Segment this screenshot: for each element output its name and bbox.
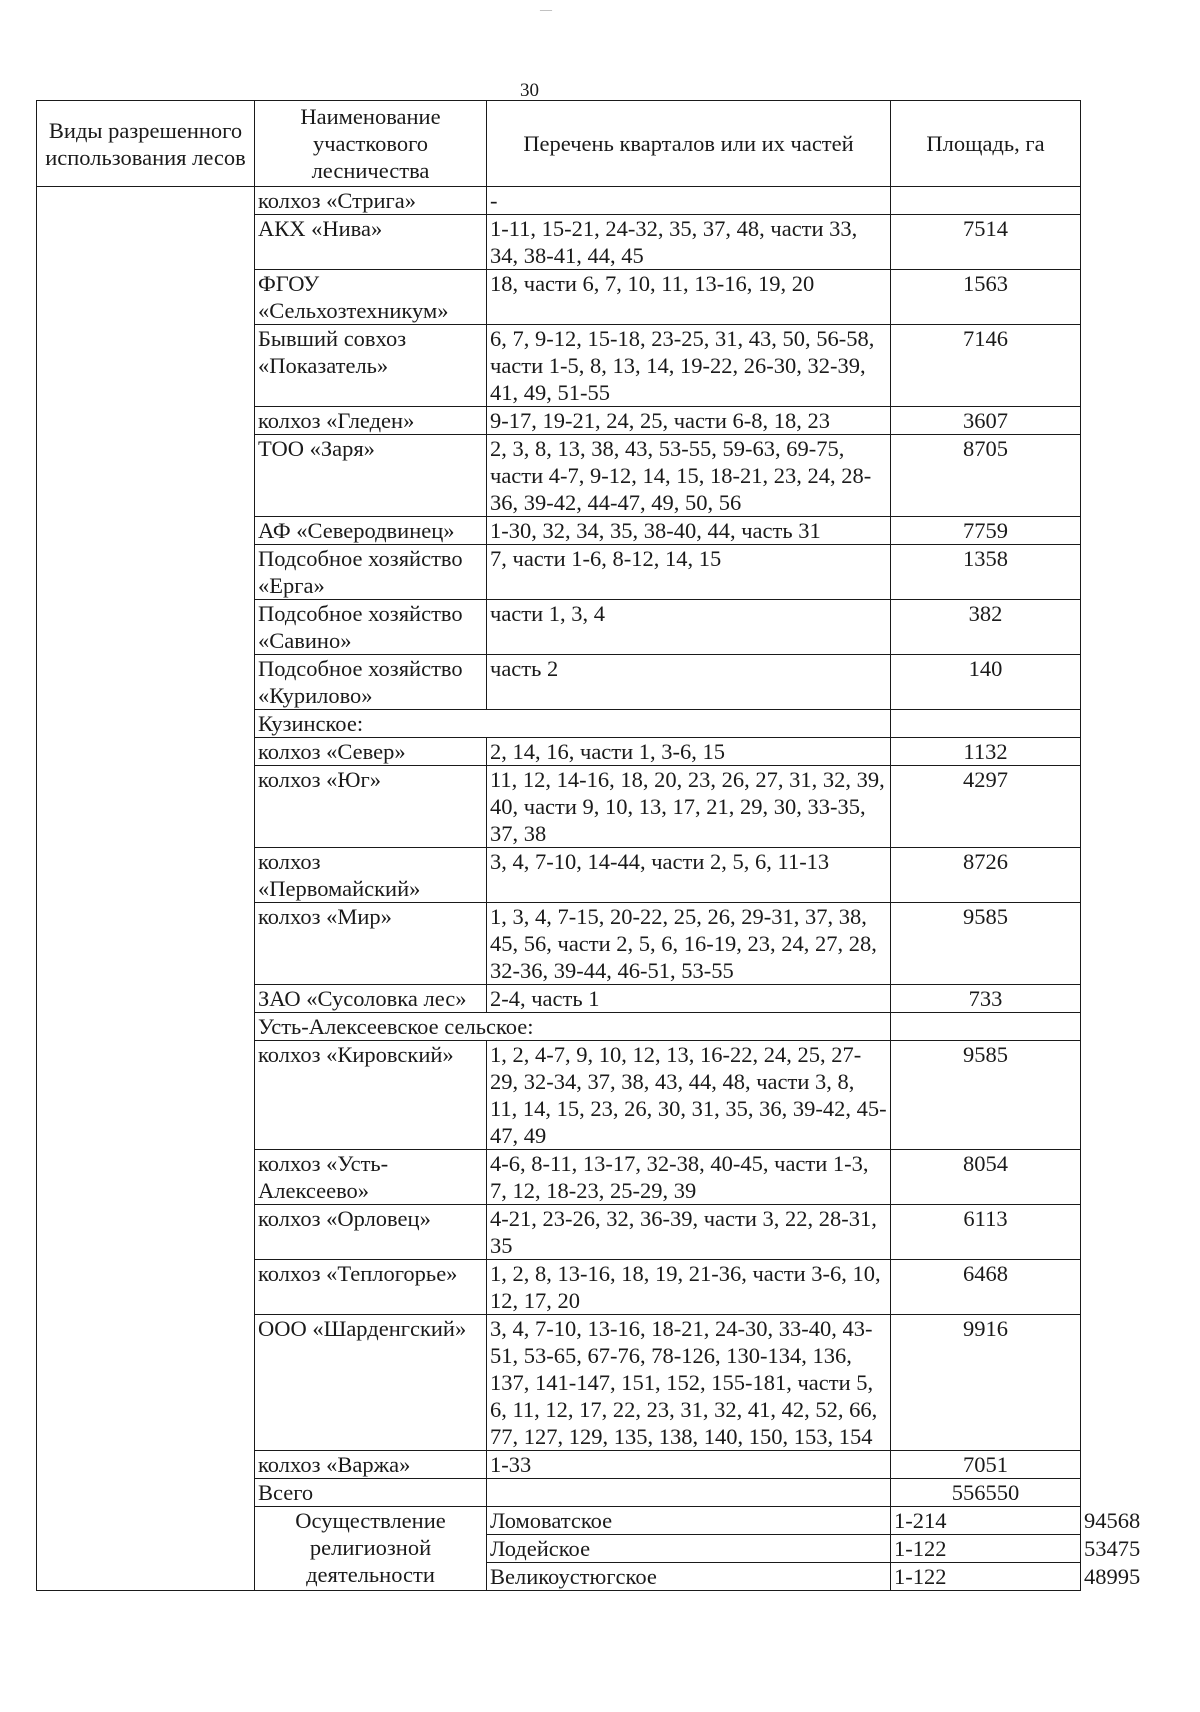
area-value: 9916 [891,1315,1081,1451]
forestry-name: ЗАО «Сусоловка лес» [255,985,487,1013]
area-value: 6468 [891,1260,1081,1315]
use-type-religious: Осуществление религиозной деятельности [255,1507,487,1591]
section-heading: Кузинское: [255,710,891,738]
area-value [891,187,1081,215]
area-value: 7759 [891,517,1081,545]
forestry-name: Подсобное хозяйство «Курилово» [255,655,487,710]
header-area: Площадь, га [891,101,1081,187]
blocks-list: 1-11, 15-21, 24-32, 35, 37, 48, части 33, 34, 38-41, 44, 45 [487,215,891,270]
forestry-name: Великоустюгское [487,1563,891,1591]
forestry-name: колхоз «Усть-Алексеево» [255,1150,487,1205]
area-value: 3607 [891,407,1081,435]
forestry-name: колхоз «Варжа» [255,1451,487,1479]
forestry-name: колхоз «Первомайский» [255,848,487,903]
blocks-list: 9-17, 19-21, 24, 25, части 6-8, 18, 23 [487,407,891,435]
total-area-value: 556550 [891,1479,1081,1507]
table-row: Лодейское 1-122 53475 [37,1535,1081,1563]
blocks-list: 1-122 [891,1535,1081,1563]
forestry-name: колхоз «Мир» [255,903,487,985]
area-value: 7514 [891,215,1081,270]
area-value-empty [891,710,1081,738]
forestry-name: Подсобное хозяйство «Ерга» [255,545,487,600]
area-value: 1563 [891,270,1081,325]
forestry-name: колхоз «Гледен» [255,407,487,435]
section-heading: Усть-Алексеевское сельское: [255,1013,891,1041]
use-type-cell-empty [37,187,255,1591]
area-value: 8705 [891,435,1081,517]
blocks-list: 1, 3, 4, 7-15, 20-22, 25, 26, 29-31, 37, 38, 45, 56, части 2, 5, 6, 16-19, 23, 24, 27, 28, 32-36, 39-44, 46-51, 53-55 [487,903,891,985]
blocks-list: 3, 4, 7-10, 14-44, части 2, 5, 6, 11-13 [487,848,891,903]
blocks-list: 11, 12, 14-16, 18, 20, 23, 26, 27, 31, 32, 39, 40, части 9, 10, 13, 17, 21, 29, 30, 33-35, 37, 38 [487,766,891,848]
table-row: Осуществление религиозной деятельности Ломоватское 1-214 94568 [37,1507,1081,1535]
area-value: 8054 [891,1150,1081,1205]
blocks-list: 7, части 1-6, 8-12, 14, 15 [487,545,891,600]
table-row: Великоустюгское 1-122 48995 [37,1563,1081,1591]
area-value: 9585 [891,903,1081,985]
blocks-list: 4-21, 23-26, 32, 36-39, части 3, 22, 28-31, 35 [487,1205,891,1260]
area-value: 7146 [891,325,1081,407]
blocks-list-empty [487,1479,891,1507]
forestry-name: колхоз «Теплогорье» [255,1260,487,1315]
area-value: 9585 [891,1041,1081,1150]
total-label: Всего [255,1479,487,1507]
area-value: 7051 [891,1451,1081,1479]
forestry-name: Ломоватское [487,1507,891,1535]
page-number: 30 [520,80,539,101]
blocks-list: 1-30, 32, 34, 35, 38-40, 44, часть 31 [487,517,891,545]
area-value: 140 [891,655,1081,710]
header-blocks: Перечень кварталов или их частей [487,101,891,187]
area-value: 1358 [891,545,1081,600]
blocks-list: 1, 2, 8, 13-16, 18, 19, 21-36, части 3-6, 10, 12, 17, 20 [487,1260,891,1315]
forestry-name: Бывший совхоз «Показатель» [255,325,487,407]
forestry-name: колхоз «Юг» [255,766,487,848]
area-value: 8726 [891,848,1081,903]
blocks-list: 1, 2, 4-7, 9, 10, 12, 13, 16-22, 24, 25, 27-29, 32-34, 37, 38, 43, 44, 48, части 3, 8, 11, 14, 15, 23, 26, 30, 31, 35, 36, 39-42, 45-47, 49 [487,1041,891,1150]
forestry-name: ТОО «Заря» [255,435,487,517]
forestry-name: колхоз «Орловец» [255,1205,487,1260]
blocks-list: 1-33 [487,1451,891,1479]
blocks-list: 6, 7, 9-12, 15-18, 23-25, 31, 43, 50, 56-58, части 1-5, 8, 13, 14, 19-22, 26-30, 32-39, 41, 49, 51-55 [487,325,891,407]
blocks-list: 2, 3, 8, 13, 38, 43, 53-55, 59-63, 69-75, части 4-7, 9-12, 14, 15, 18-21, 23, 24, 28-36, 39-42, 44-47, 49, 50, 56 [487,435,891,517]
forestry-name: Лодейское [487,1535,891,1563]
area-value: 4297 [891,766,1081,848]
forestry-name: ООО «Шарденгский» [255,1315,487,1451]
table-row [37,187,1081,215]
forestry-name: колхоз «Кировский» [255,1041,487,1150]
blocks-list: 18, части 6, 7, 10, 11, 13-16, 19, 20 [487,270,891,325]
forestry-name: АКХ «Нива» [255,215,487,270]
header-forestry: Наименование участкового лесничества [255,101,487,187]
forestry-name: колхоз «Стрига» [255,187,487,215]
header-use: Виды разрешенного использования лесов [37,101,255,187]
forestry-name: АФ «Северодвинец» [255,517,487,545]
page-mark: — [540,2,552,16]
blocks-list: 1-214 [891,1507,1081,1535]
blocks-list: части 1, 3, 4 [487,600,891,655]
blocks-list: - [487,187,891,215]
forestry-name: ФГОУ «Сельхозтехникум» [255,270,487,325]
area-value-empty [891,1013,1081,1041]
header-row [37,101,1081,187]
area-value: 382 [891,600,1081,655]
area-value: 1132 [891,738,1081,766]
forestry-name: колхоз «Север» [255,738,487,766]
forestry-name: Подсобное хозяйство «Савино» [255,600,487,655]
blocks-list: часть 2 [487,655,891,710]
blocks-list: 3, 4, 7-10, 13-16, 18-21, 24-30, 33-40, 43-51, 53-65, 67-76, 78-126, 130-134, 136, 137, 141-147, 151, 152, 155-181, части 5, 6, 11, 12, 17, 22, 23, 31, 32, 41, 42, 52, 66, 77, 127, 129, 135, 138, 140, 150, 153, 154 [487,1315,891,1451]
blocks-list: 4-6, 8-11, 13-17, 32-38, 40-45, части 1-3, 7, 12, 18-23, 25-29, 39 [487,1150,891,1205]
blocks-list: 2-4, часть 1 [487,985,891,1013]
area-value: 6113 [891,1205,1081,1260]
area-value: 733 [891,985,1081,1013]
forest-use-table [36,100,1141,1591]
blocks-list: 2, 14, 16, части 1, 3-6, 15 [487,738,891,766]
blocks-list: 1-122 [891,1563,1081,1591]
